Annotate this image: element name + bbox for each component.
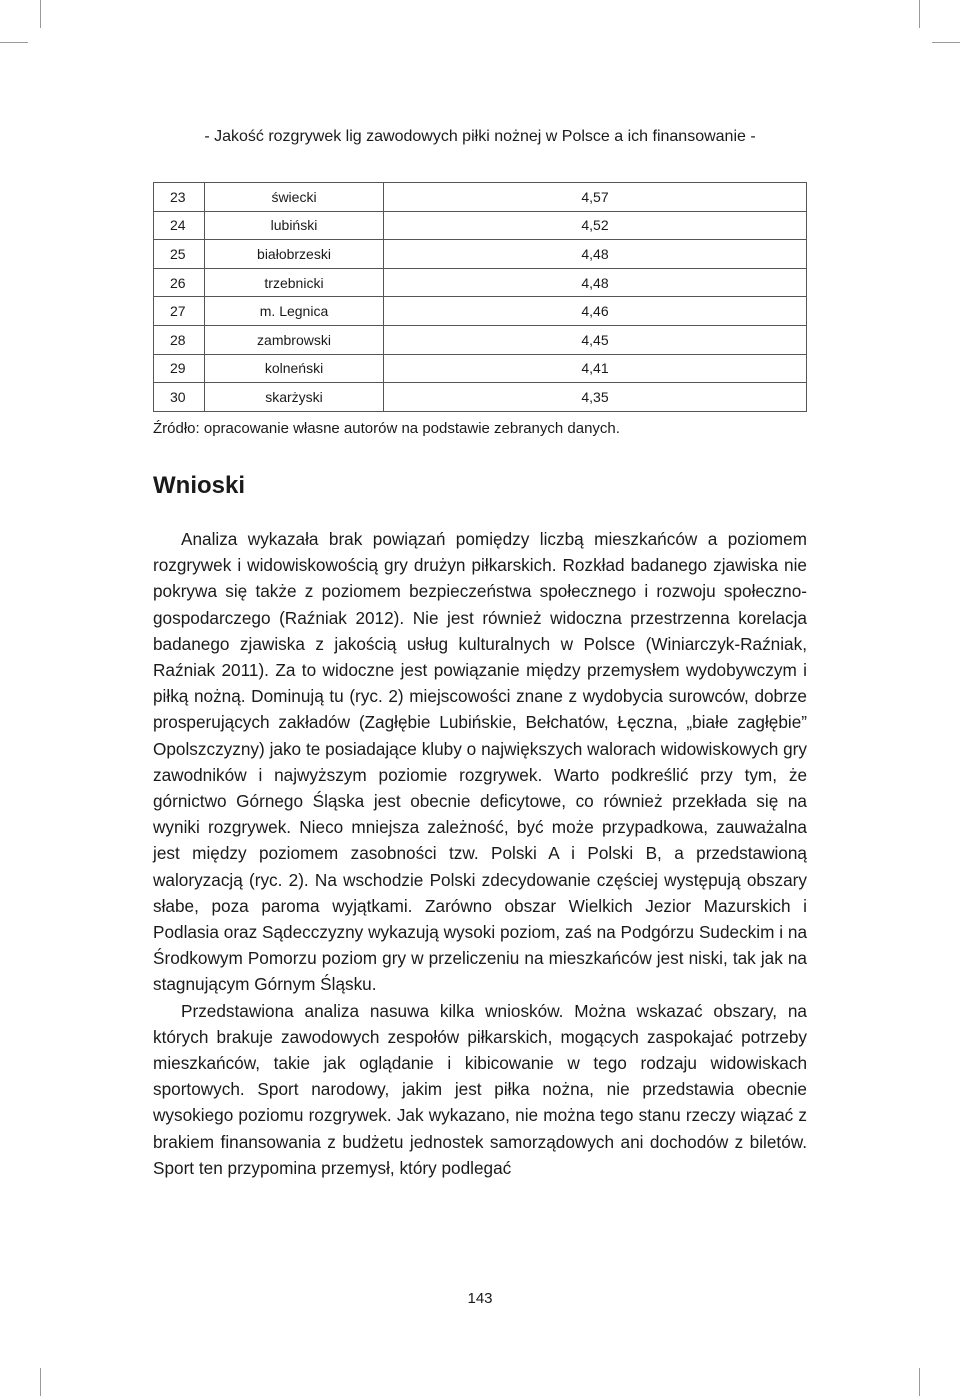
rank-cell: 23	[154, 183, 205, 212]
value-cell: 4,52	[384, 211, 807, 240]
body-text	[153, 526, 807, 1181]
crop-mark-bottom-left-v	[40, 1368, 41, 1396]
value-cell: 4,41	[384, 354, 807, 383]
rank-cell: 27	[154, 297, 205, 326]
paragraph: Przedstawiona analiza nasuwa kilka wniosków. Można wskazać obszary, na których brakuje zawodowych zespołów piłkarskich, mogących zaspokajać potrzeby mieszkańców, takie jak oglądanie i kibicowanie w tego rodzaju widowiskach sportowych. Sport narodowy, jakim jest piłka nożna, nie przedstawia obecnie wysokiego poziomu rozgrywek. Jak wykazano, nie można tego stanu rzeczy wiązać z brakiem finansowania z budżetu jednostek samorządowych ani dochodów z biletów. Sport ten przypomina przemysł, który podlegać	[153, 1000, 807, 1178]
rank-cell: 24	[154, 211, 205, 240]
table-row	[154, 297, 807, 326]
table-row	[154, 211, 807, 240]
running-header: - Jakość rozgrywek lig zawodowych piłki nożnej w Polsce a ich finansowanie -	[204, 128, 756, 145]
crop-mark-top-right-h	[932, 42, 960, 43]
value-cell: 4,35	[384, 383, 807, 412]
table-row	[154, 268, 807, 297]
rank-cell: 26	[154, 268, 205, 297]
county-cell: zambrowski	[205, 325, 384, 354]
county-cell: trzebnicki	[205, 268, 384, 297]
rank-cell: 28	[154, 325, 205, 354]
value-cell: 4,57	[384, 183, 807, 212]
section-heading: Wnioski	[153, 472, 246, 499]
table-row	[154, 240, 807, 269]
rank-cell: 25	[154, 240, 205, 269]
crop-mark-top-left-h	[0, 42, 28, 43]
county-cell: skarżyski	[205, 383, 384, 412]
table-row	[154, 325, 807, 354]
rank-cell: 30	[154, 383, 205, 412]
table-row	[154, 383, 807, 412]
crop-mark-top-right-v	[919, 0, 920, 28]
value-cell: 4,48	[384, 240, 807, 269]
county-cell: białobrzeski	[205, 240, 384, 269]
county-cell: kolneński	[205, 354, 384, 383]
county-cell: lubiński	[205, 211, 384, 240]
value-cell: 4,48	[384, 268, 807, 297]
paragraph: Analiza wykazała brak powiązań pomiędzy liczbą mieszkańców a poziomem rozgrywek i widowiskowością gry drużyn piłkarskich. Rozkład badanego zjawiska nie pokrywa się także z poziomem bezpieczeństwa społecznego i rozwoju społeczno-gospodarczego (Raźniak 2012). Nie jest również widoczna przestrzenna korelacja badanego zjawiska z jakością usług kulturalnych w Polsce (Winiarczyk-Raźniak, Raźniak 2011). Za to widoczne jest powiązanie między przemysłem wydobywczym i piłką nożną. Dominują tu (ryc. 2) miejscowości znane z wydobycia surowców, dobrze prosperujących zakładów (Zagłębie Lubińskie, Bełchatów, Łęczna, „białe zagłębie” Opolszczyzny) jako te posiadające kluby o największych walorach widowiskowych gry zawodników i najwyższym poziomie rozgrywek. Warto podkreślić przy tym, że górnictwo Górnego Śląska jest obecnie deficytowe, co również przekłada się na wyniki rozgrywek. Nieco mniejsza zależność, być może przypadkowa, zauważalna jest między poziomem zasobności tzw. Polski A i Polski B, a przedstawioną waloryzacją (ryc. 2). Na wschodzie Polski zdecydowanie częściej występują obszary słabe, poza paroma wyjątkami. Zarówno obszar Wielkich Jezior Mazurskich i Podlasia oraz Sądecczyzny wykazują wysoki poziom, zaś na Podgórzu Sudeckim i na Środkowym Pomorzu poziom gry w przeliczeniu na mieszkańców jest niski, tak jak na stagnującym Górnym Śląsku.	[153, 529, 807, 995]
rank-cell: 29	[154, 354, 205, 383]
crop-mark-top-left-v	[40, 0, 41, 28]
table-row	[154, 183, 807, 212]
table-row	[154, 354, 807, 383]
county-cell: świecki	[205, 183, 384, 212]
county-cell: m. Legnica	[205, 297, 384, 326]
table-source-note: Źródło: opracowanie własne autorów na podstawie zebranych danych.	[153, 420, 620, 437]
value-cell: 4,46	[384, 297, 807, 326]
crop-mark-bottom-right-v	[919, 1368, 920, 1396]
value-cell: 4,45	[384, 325, 807, 354]
ranking-table	[153, 182, 807, 412]
page-number: 143	[467, 1290, 493, 1307]
